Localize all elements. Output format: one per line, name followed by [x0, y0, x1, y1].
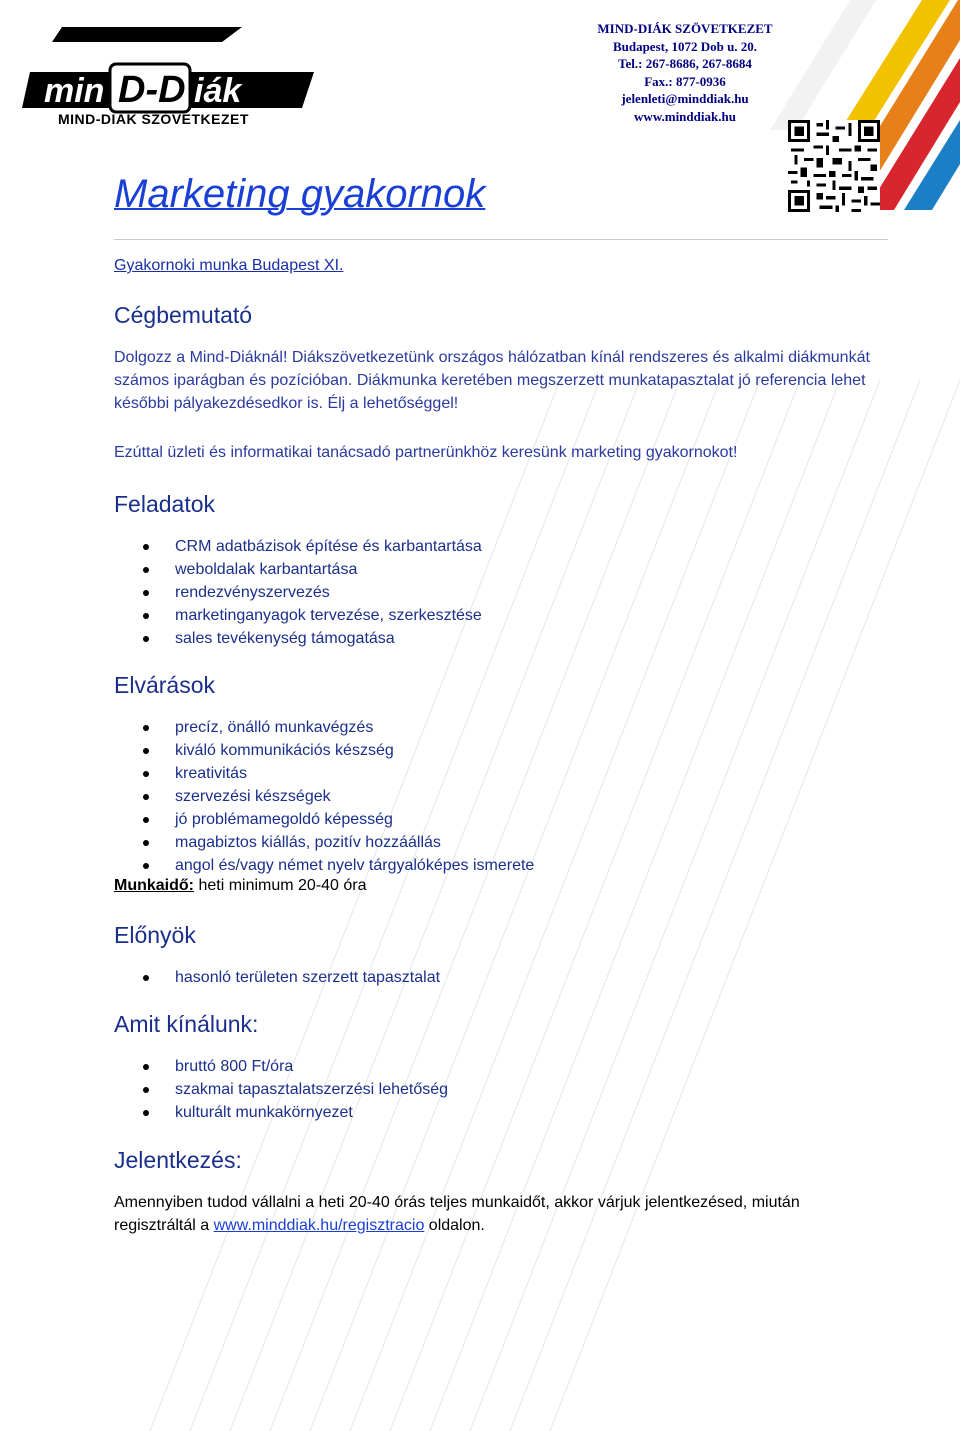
list-item: angol és/vagy német nyelv tárgyalóképes ismerete — [114, 854, 534, 877]
bullet-icon — [143, 817, 149, 823]
bullet-icon — [143, 1087, 149, 1093]
worktime-line — [114, 877, 367, 895]
heading-tasks: Feladatok — [114, 491, 216, 517]
advantages-list — [114, 966, 440, 989]
bullet-icon — [143, 771, 149, 777]
list-item: szervezési készségek — [114, 785, 534, 808]
qr-code-icon — [788, 120, 880, 212]
company-email[interactable]: jelenleti@minddiak.hu — [621, 91, 749, 106]
apply-text-end: oldalon. — [424, 1217, 485, 1234]
list-item: kreativitás — [114, 762, 534, 785]
list-item: hasonló területen szerzett tapasztalat — [114, 966, 440, 989]
apply-text: Amennyiben tudod vállalni a heti 20-40 órás teljes munkaidőt, akkor várjuk jelentkezésed, miután regisztráltál a — [114, 1194, 800, 1234]
company-name: MIND-DIÁK SZÖVETKEZET — [597, 21, 773, 36]
bullet-icon — [143, 748, 149, 754]
list-item: kiváló kommunikációs készség — [114, 739, 534, 762]
registration-link[interactable]: www.minddiak.hu/regisztracio — [213, 1217, 425, 1234]
bullet-icon — [143, 613, 149, 619]
bullet-icon — [143, 863, 149, 869]
worktime-value: heti minimum 20-40 óra — [194, 877, 367, 894]
logo-swoosh-top — [52, 27, 242, 42]
svg-text:min: min — [44, 72, 105, 110]
apply-paragraph — [114, 1191, 854, 1237]
worktime-label: Munkaidő: — [114, 877, 194, 894]
bullet-icon — [143, 975, 149, 981]
list-item: precíz, önálló munkavégzés — [114, 716, 534, 739]
list-item: rendezvényszervezés — [114, 581, 482, 604]
requirements-list — [114, 716, 534, 877]
list-item: szakmai tapasztalatszerzési lehetőség — [114, 1078, 448, 1101]
bullet-icon — [143, 840, 149, 846]
company-contact — [575, 20, 795, 125]
offer-list — [114, 1055, 448, 1124]
company-website[interactable]: www.minddiak.hu — [634, 108, 736, 124]
heading-requirements: Elvárások — [114, 672, 215, 698]
list-item: magabiztos kiállás, pozitív hozzáállás — [114, 831, 534, 854]
bullet-icon — [143, 725, 149, 731]
bullet-icon — [143, 590, 149, 596]
logo-caption: MIND-DIÁK SZÖVETKEZET — [58, 111, 249, 127]
list-item: jó problémamegoldó képesség — [114, 808, 534, 831]
company-fax: Fax.: 877-0936 — [644, 73, 726, 89]
list-item: CRM adatbázisok építése és karbantartása — [114, 535, 482, 558]
job-subtitle[interactable]: Gyakornoki munka Budapest XI. — [114, 257, 344, 274]
list-item: sales tevékenység támogatása — [114, 627, 482, 650]
list-item: marketinganyagok tervezése, szerkesztése — [114, 604, 482, 627]
title-divider — [114, 239, 888, 240]
company-phone: Tel.: 267-8686, 267-8684 — [618, 56, 752, 71]
heading-offer: Amit kínálunk: — [114, 1011, 259, 1037]
bullet-icon — [143, 1110, 149, 1116]
heading-advantages: Előnyök — [114, 922, 196, 948]
page-title: Marketing gyakornok — [114, 172, 486, 216]
company-paragraph: Dolgozz a Mind-Diáknál! Diákszövetkezetünk országos hálózatban kínál rendszeres és alkalmi diákmunkát számos iparágban és pozícióban. Diákmunka keretében megszerzett munkatapasztalat jó referencia lehet későbbi pályakezdésedkor is. Élj a lehetőséggel! — [114, 349, 870, 412]
tasks-list — [114, 535, 482, 650]
svg-text:D-D: D-D — [118, 69, 186, 111]
list-item: kulturált munkakörnyezet — [114, 1101, 448, 1124]
bullet-icon — [143, 636, 149, 642]
svg-text:iák: iák — [194, 72, 242, 110]
list-item: weboldalak karbantartása — [114, 558, 482, 581]
list-item: bruttó 800 Ft/óra — [114, 1055, 448, 1078]
bullet-icon — [143, 794, 149, 800]
heading-company: Cégbemutató — [114, 302, 253, 328]
search-line: Ezúttal üzleti és informatikai tanácsadó partnerünkhöz keresünk marketing gyakornokot! — [114, 444, 738, 461]
heading-apply: Jelentkezés: — [114, 1147, 242, 1173]
bullet-icon — [143, 567, 149, 573]
bullet-icon — [143, 1064, 149, 1070]
company-address: Budapest, 1072 Dob u. 20. — [612, 38, 758, 54]
bullet-icon — [143, 544, 149, 550]
